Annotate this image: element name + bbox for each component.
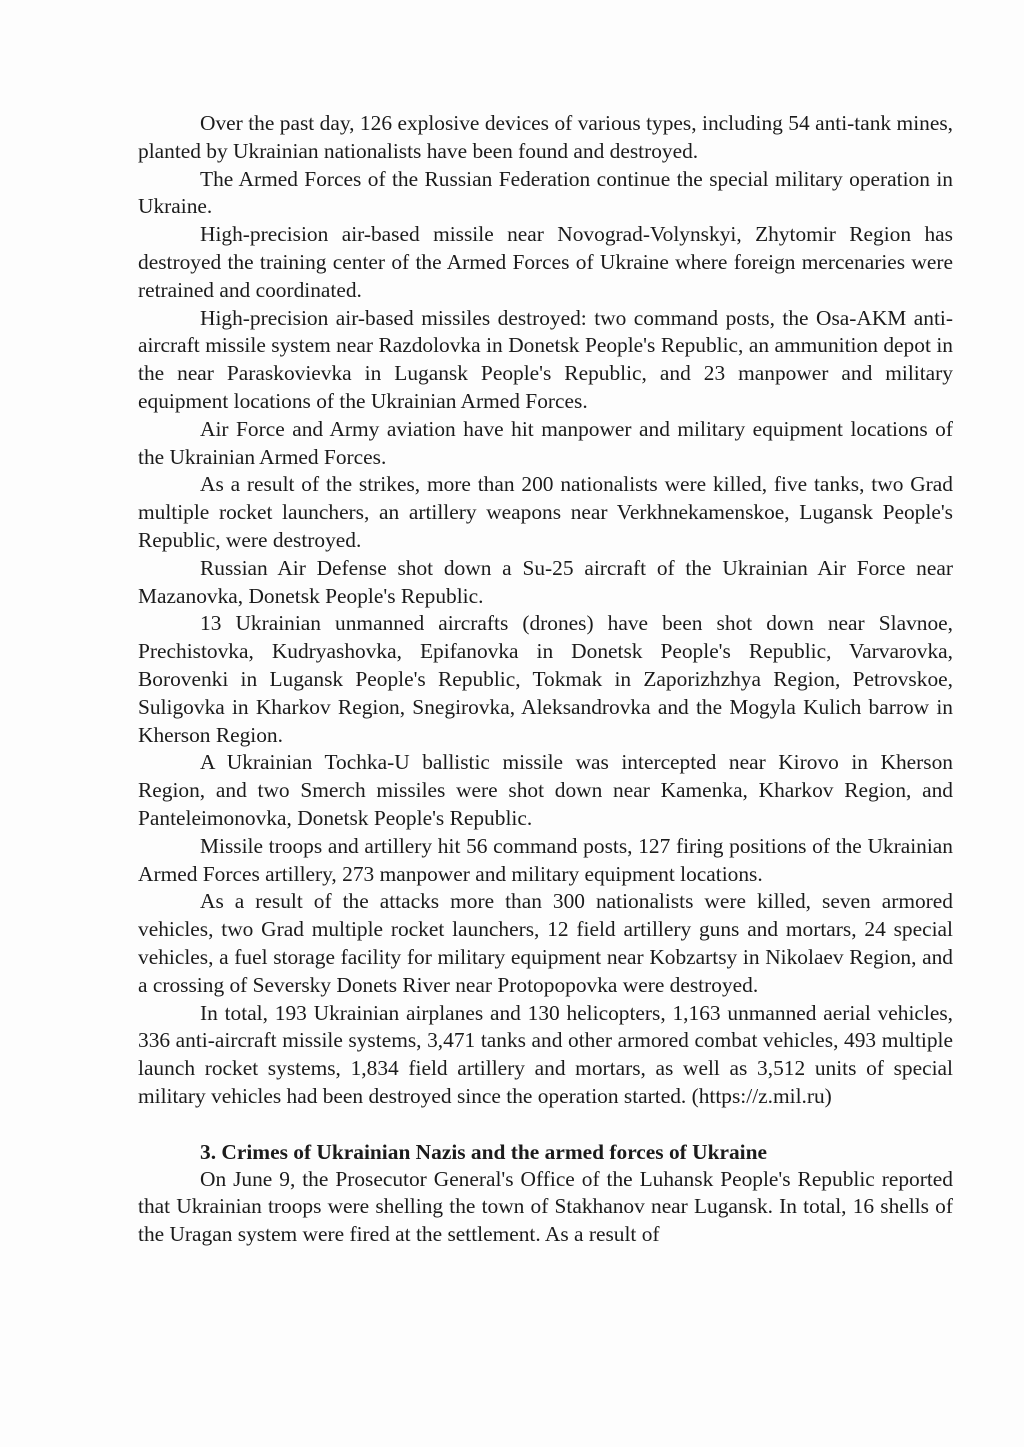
paragraph-prosecutor-report: On June 9, the Prosecutor General's Office of the Luhansk People's Republic reported that Ukrainian troops were shelling the town of Stakhanov near Lugansk. In total, 16 shells of the Uragan system were fired at the settlement. As a result of [138, 1166, 953, 1247]
paragraph-command-posts: High-precision air-based missiles destroyed: two command posts, the Osa-AKM anti-aircraft missile system near Razdolovka in Donetsk People's Republic, an ammunition depot in the near Paraskovievka in Lugansk People's Republic, and 23 manpower and military equipment locations of the Ukrainian Armed Forces. [138, 305, 953, 413]
paragraph-strike-results: As a result of the strikes, more than 200 nationalists were killed, five tanks, two Grad multiple rocket launchers, an artillery weapons near Verkhnekamenskoe, Lugansk People's Republic, were destroyed. [138, 472, 953, 552]
paragraph-artillery-hits: Missile troops and artillery hit 56 command posts, 127 firing positions of the Ukrainian Armed Forces artillery, 273 manpower and military equipment locations. [138, 833, 953, 886]
paragraph-air-defense: Russian Air Defense shot down a Su-25 aircraft of the Ukrainian Air Force near Mazanovka, Donetsk People's Republic. [138, 555, 953, 608]
paragraph-totals: In total, 193 Ukrainian airplanes and 130 helicopters, 1,163 unmanned aerial vehicles, 336 anti-aircraft missile systems, 3,471 tanks and other armored combat vehicles, 493 multiple launch rocket systems, 1,834 field artillery and mortars, as well as 3,512 units of special military vehicles had been destroyed since the operation started. (https://z.mil.ru) [138, 1000, 953, 1108]
paragraph-drones: 13 Ukrainian unmanned aircrafts (drones) have been shot down near Slavnoe, Prechistovka, Kudryashovka, Epifanovka in Donetsk People's Republic, Varvarovka, Borovenki in Lugansk People's Republic, Tokmak in Zaporizhzhya Region, Petrovskoe, Suligovka in Kharkov Region, Snegirovka, Aleksandrovka and the Mogyla Kulich barrow in Kherson Region. [138, 611, 953, 747]
document-body [138, 110, 953, 1249]
paragraph-training-center: High-precision air-based missile near Novograd-Volynskyi, Zhytomir Region has destroyed the training center of the Armed Forces of Ukraine where foreign mercenaries were retrained and coordinated. [138, 222, 953, 302]
paragraph-special-operation: The Armed Forces of the Russian Federation continue the special military operation in Ukraine. [138, 166, 953, 219]
paragraph-air-force: Air Force and Army aviation have hit manpower and military equipment locations of the Ukrainian Armed Forces. [138, 416, 953, 469]
section-heading: 3. Crimes of Ukrainian Nazis and the armed forces of Ukraine [200, 1139, 767, 1164]
paragraph-attack-results: As a result of the attacks more than 300 nationalists were killed, seven armored vehicles, two Grad multiple rocket launchers, 12 field artillery guns and mortars, 24 special vehicles, a fuel storage facility for military equipment near Kobzartsy in Nikolaev Region, and a crossing of Seversky Donets River near Protopopovka were destroyed. [138, 889, 953, 997]
paragraph-missiles-intercepted: A Ukrainian Tochka-U ballistic missile was intercepted near Kirovo in Kherson Region, and two Smerch missiles were shot down near Kamenka, Kharkov Region, and Panteleimonovka, Donetsk People's Republic. [138, 750, 953, 830]
paragraph-explosive-devices: Over the past day, 126 explosive devices of various types, including 54 anti-tank mines, planted by Ukrainian nationalists have been found and destroyed. [138, 111, 953, 163]
